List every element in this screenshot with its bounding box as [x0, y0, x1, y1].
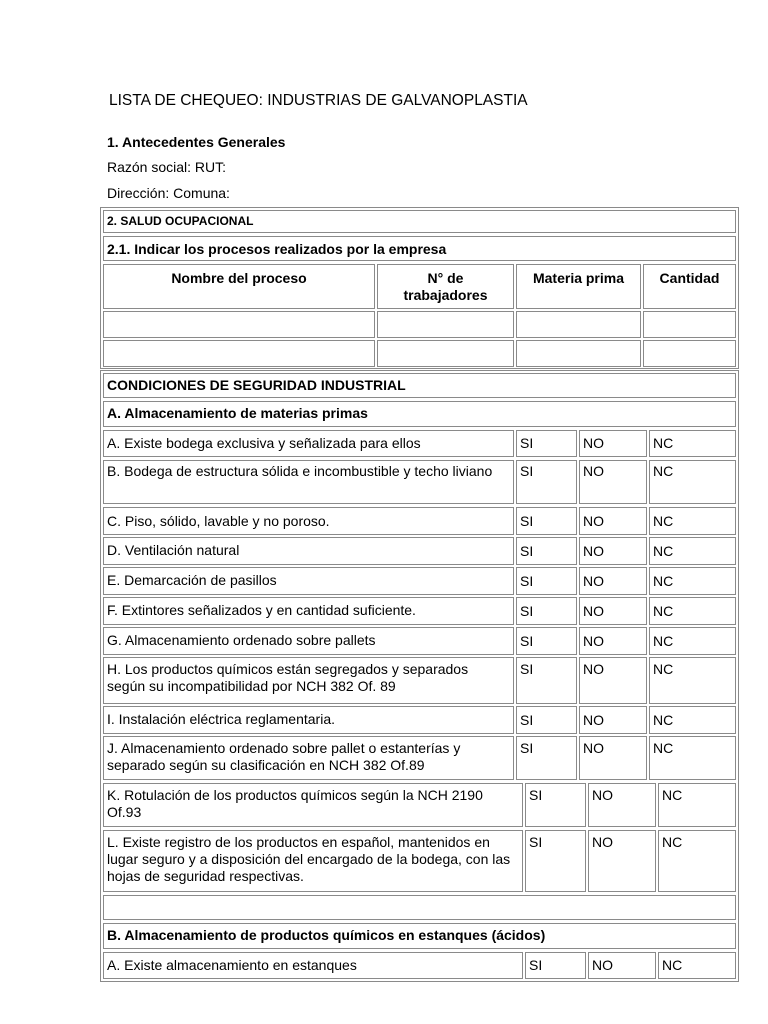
section-a-heading: A. Almacenamiento de materias primas [103, 401, 736, 427]
answer-no[interactable]: NO [579, 537, 647, 565]
answer-no[interactable]: NO [579, 567, 647, 595]
proceso-input-cell[interactable] [103, 311, 375, 338]
checklist-item: L. Existe registro de los productos en español, mantenidos en lugar seguro y a disposición del encargado de la bodega, con las hojas de seguridad respectivas. [103, 830, 523, 892]
checklist-item: C. Piso, sólido, lavable y no poroso. [103, 507, 514, 535]
checklist-item: E. Demarcación de pasillos [103, 567, 514, 595]
answer-nc[interactable]: NC [658, 952, 736, 979]
answer-si[interactable]: SI [516, 736, 577, 780]
answer-si[interactable]: SI [516, 627, 577, 655]
checklist-item: G. Almacenamiento ordenado sobre pallets [103, 627, 514, 655]
answer-nc[interactable]: NC [658, 830, 736, 892]
answer-no[interactable]: NO [579, 627, 647, 655]
checklist-item: K. Rotulación de los productos químicos según la NCH 2190 Of.93 [103, 783, 523, 827]
answer-si[interactable]: SI [516, 706, 577, 734]
checklist-item: I. Instalación eléctrica reglamentaria. [103, 706, 514, 734]
seguridad-heading: CONDICIONES DE SEGURIDAD INDUSTRIAL [103, 373, 736, 398]
col-nombre-proceso: Nombre del proceso [103, 264, 375, 309]
general-heading: 1. Antecedentes Generales [107, 134, 286, 150]
proceso-input-cell[interactable] [103, 340, 375, 367]
trabajadores-input-cell[interactable] [377, 340, 514, 367]
answer-no[interactable]: NO [579, 706, 647, 734]
answer-si[interactable]: SI [516, 507, 577, 535]
answer-no[interactable]: NO [588, 952, 656, 979]
salud-heading: 2. SALUD OCUPACIONAL [103, 210, 736, 233]
answer-nc[interactable]: NC [649, 537, 736, 565]
col-trabajadores: N° de trabajadores [377, 264, 514, 309]
answer-si[interactable]: SI [516, 537, 577, 565]
answer-nc[interactable]: NC [649, 460, 736, 504]
answer-nc[interactable]: NC [649, 597, 736, 625]
checklist-item: H. Los productos químicos están segregados y separados según su incompatibilidad por NCH 382 Of. 89 [103, 657, 514, 704]
answer-nc[interactable]: NC [649, 736, 736, 780]
answer-no[interactable]: NO [579, 597, 647, 625]
answer-si[interactable]: SI [525, 830, 586, 892]
answer-no[interactable]: NO [579, 460, 647, 504]
checklist-item: A. Existe bodega exclusiva y señalizada para ellos [103, 430, 514, 457]
checklist-item: A. Existe almacenamiento en estanques [103, 952, 523, 979]
answer-nc[interactable]: NC [649, 657, 736, 704]
answer-no[interactable]: NO [579, 657, 647, 704]
checklist-item: J. Almacenamiento ordenado sobre pallet o estanterías y separado según su clasificación en NCH 382 Of.89 [103, 736, 514, 780]
cantidad-input-cell[interactable] [643, 311, 736, 338]
answer-nc[interactable]: NC [649, 627, 736, 655]
materia-input-cell[interactable] [516, 311, 641, 338]
answer-si[interactable]: SI [525, 952, 586, 979]
col-materia-prima: Materia prima [516, 264, 641, 309]
answer-nc[interactable]: NC [649, 430, 736, 457]
answer-nc[interactable]: NC [649, 706, 736, 734]
answer-nc[interactable]: NC [649, 507, 736, 535]
checklist-item: B. Bodega de estructura sólida e incombustible y techo liviano [103, 460, 514, 504]
empty-row [103, 895, 736, 920]
answer-si[interactable]: SI [516, 430, 577, 457]
trabajadores-input-cell[interactable] [377, 311, 514, 338]
document-title: LISTA DE CHEQUEO: INDUSTRIAS DE GALVANOPLASTIA [109, 92, 528, 109]
answer-no[interactable]: NO [579, 507, 647, 535]
answer-si[interactable]: SI [516, 460, 577, 504]
answer-si[interactable]: SI [525, 783, 586, 827]
section-b-heading: B. Almacenamiento de productos químicos en estanques (ácidos) [103, 923, 736, 949]
direccion-line: Dirección: Comuna: [107, 185, 230, 201]
answer-nc[interactable]: NC [658, 783, 736, 827]
answer-no[interactable]: NO [588, 783, 656, 827]
checklist-item: D. Ventilación natural [103, 537, 514, 565]
col-cantidad: Cantidad [643, 264, 736, 309]
answer-no[interactable]: NO [579, 430, 647, 457]
procesos-subheading: 2.1. Indicar los procesos realizados por la empresa [103, 236, 736, 261]
razon-social-line: Razón social: RUT: [107, 159, 227, 175]
answer-no[interactable]: NO [579, 736, 647, 780]
answer-si[interactable]: SI [516, 657, 577, 704]
answer-no[interactable]: NO [588, 830, 656, 892]
cantidad-input-cell[interactable] [643, 340, 736, 367]
materia-input-cell[interactable] [516, 340, 641, 367]
answer-nc[interactable]: NC [649, 567, 736, 595]
checklist-item: F. Extintores señalizados y en cantidad suficiente. [103, 597, 514, 625]
answer-si[interactable]: SI [516, 597, 577, 625]
answer-si[interactable]: SI [516, 567, 577, 595]
